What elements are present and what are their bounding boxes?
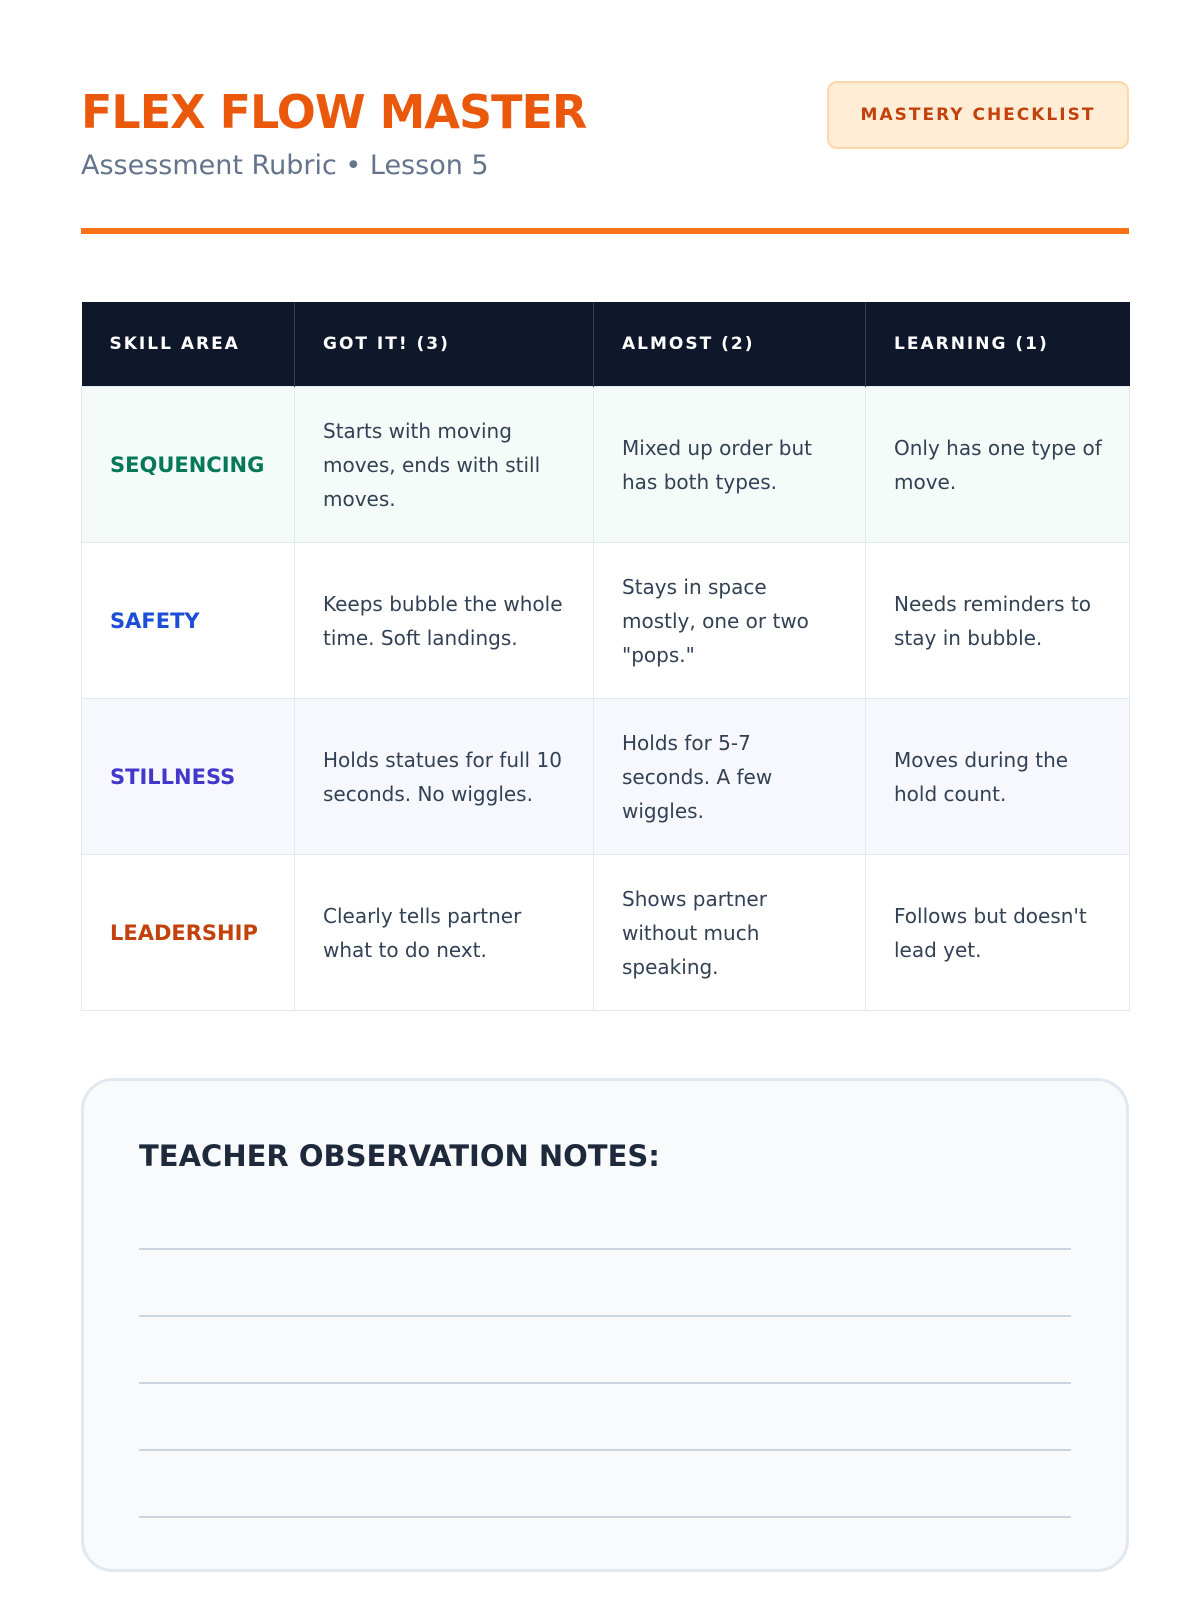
note-writing-line[interactable] [139,1382,1071,1384]
almost-cell: Holds for 5-7 seconds. A few wiggles. [594,699,866,855]
rubric-table [81,302,1130,1011]
rubric-page [81,0,1129,1173]
got-it-cell: Clearly tells partner what to do next. [295,855,594,1011]
page-subtitle: Assessment Rubric • Lesson 5 [81,150,489,181]
mastery-checklist-badge: MASTERY CHECKLIST [827,81,1129,149]
learning-cell: Moves during the hold count. [866,699,1130,855]
got-it-cell: Holds statues for full 10 seconds. No wiggles. [295,699,594,855]
skill-area-cell: LEADERSHIP [82,855,295,1011]
note-writing-line[interactable] [139,1516,1071,1518]
rubric-header-row [82,302,1130,387]
skill-area-cell: SAFETY [82,543,295,699]
column-header-skill-area: SKILL AREA [82,302,295,387]
almost-cell: Stays in space mostly, one or two "pops." [594,543,866,699]
column-header-almost: ALMOST (2) [594,302,866,387]
got-it-cell: Keeps bubble the whole time. Soft landings. [295,543,594,699]
almost-cell: Shows partner without much speaking. [594,855,866,1011]
table-row [82,855,1130,1011]
almost-cell: Mixed up order but has both types. [594,387,866,543]
table-row [82,543,1130,699]
teacher-notes-box [81,1078,1129,1572]
learning-cell: Only has one type of move. [866,387,1130,543]
column-header-learning: LEARNING (1) [866,302,1130,387]
learning-cell: Needs reminders to stay in bubble. [866,543,1130,699]
note-writing-line[interactable] [139,1449,1071,1451]
skill-area-cell: SEQUENCING [82,387,295,543]
got-it-cell: Starts with moving moves, ends with still moves. [295,387,594,543]
header-divider [81,228,1129,234]
page-title: FLEX FLOW MASTER [81,85,587,139]
skill-area-cell: STILLNESS [82,699,295,855]
table-row [82,387,1130,543]
table-row [82,699,1130,855]
note-writing-line[interactable] [139,1315,1071,1317]
column-header-got-it: GOT IT! (3) [295,302,594,387]
page-header [81,0,1129,232]
learning-cell: Follows but doesn't lead yet. [866,855,1130,1011]
note-writing-line[interactable] [139,1248,1071,1250]
notes-title: TEACHER OBSERVATION NOTES: [139,1139,660,1173]
